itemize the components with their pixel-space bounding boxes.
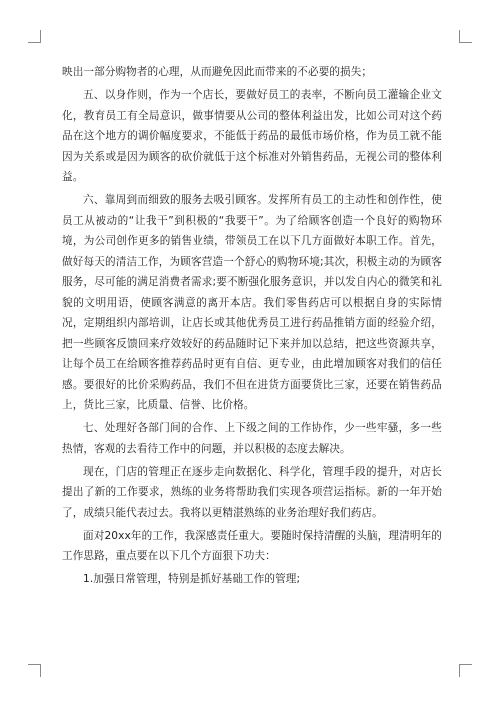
paragraph: 七、处理好各部门间的合作、上下级之间的工作协作，少一些牢骚，多一些热情，客观的去看待工作中的问题，并以积极的态度去解决。 xyxy=(62,422,442,455)
paragraph: 映出一部分购物者的心理，从而避免因此而带来的不必要的损失； xyxy=(62,66,373,78)
paragraph: 现在，门店的管理正在逐步走向数据化、科学化，管理手段的提升，对店长提出了新的工作要求，熟练的业务将帮助我们实现各项营运指标。新的一年开始了，成绩只能代表过去。我将以更精湛熟练的业务治理好我们药店。 xyxy=(62,465,442,519)
crop-mark-top-right xyxy=(459,30,472,43)
crop-mark-bottom-left xyxy=(28,664,41,677)
paragraph: 面对20xx年的工作，我深感责任重大。要随时保持清醒的头脑，理清明年的工作思路，重点要在以下几个方面狠下功夫： xyxy=(62,529,442,562)
document-body xyxy=(62,62,442,592)
crop-mark-top-left xyxy=(28,30,41,43)
paragraph: 六、靠周到而细致的服务去吸引顾客。发挥所有员工的主动性和创作性，使员工从被动的“让我干”到积极的“我要干”。为了给顾客创造一个良好的购物环境，为公司创作更多的销售业绩，带领员工在以下几方面做好本职工作。首先，做好每天的清洁工作，为顾客营造一个舒心的购物环境;其次，积极主动的为顾客服务，尽可能的满足消费者需求;要不断强化服务意识，并以发自内心的微笑和礼貌的文明用语，使顾客满意的离开本店。我们零售药店可以根据自身的实际情况，定期组织内部培训，让店长或其他优秀员工进行药品推销方面的经验介绍，把一些顾客反馈回来疗效较好的药品随时记下来并加以总结，把这些资源共享，让每个员工在给顾客推荐药品时更有自信、更专业，由此增加顾客对我们的信任感。要很好的比价采购药品，我们不但在进货方面要货比三家，还要在销售药品上，货比三家，比质量、信誉、比价格。 xyxy=(62,194,442,411)
paragraph: 1.加强日常管理，特别是抓好基础工作的管理; xyxy=(83,573,301,585)
crop-mark-bottom-right xyxy=(459,664,472,677)
paragraph: 五、以身作则，作为一个店长，要做好员工的表率，不断向员工灌输企业文化，教育员工有全局意识，做事情要从公司的整体利益出发，比如公司对这个药品在这个地方的调价幅度要求，不能低于药品的最低市场价格，作为员工就不能因为关系或是因为顾客的砍价就低于这个标准对外销售药品，无视公司的整体利益。 xyxy=(62,89,442,183)
